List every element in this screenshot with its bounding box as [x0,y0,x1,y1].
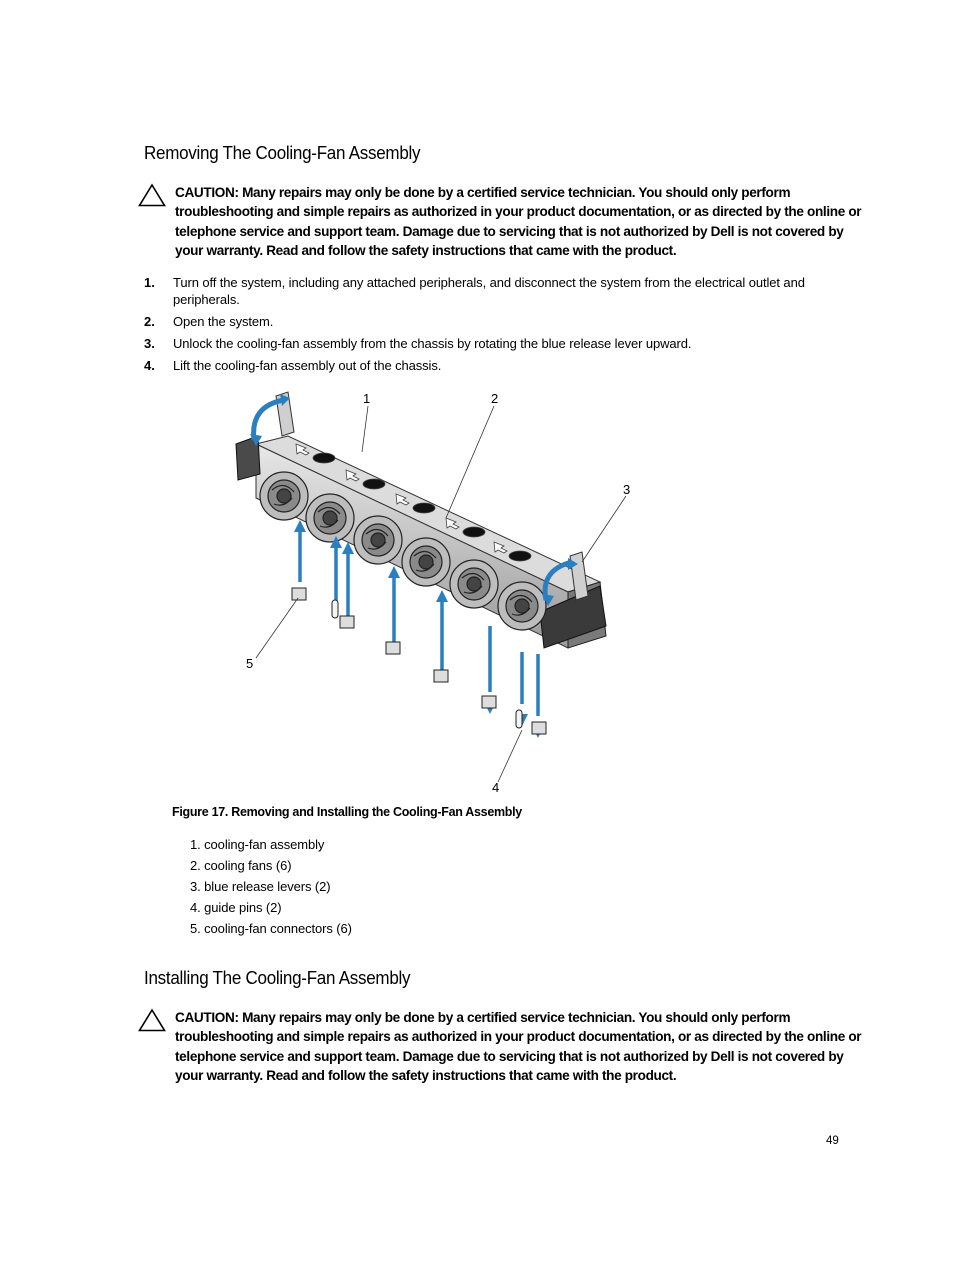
legend-item: 1. cooling-fan assembly [190,837,325,852]
caution-text: CAUTION: Many repairs may only be done by a certified service technician. You should only perform troubleshooting and simple repairs as authorized in your product documentation, or as directed by the online or telephone service and support team. Damage due to servicing that is not authorized by Dell is not covered by your warranty. Read and follow the safety instructions that came with the product. [175,1010,862,1083]
legend-item: 3. blue release levers (2) [190,879,331,894]
step-text: Open the system. [173,314,274,329]
figure-legend [190,834,352,939]
fan-unit [498,582,546,630]
callout-label: 4 [492,780,500,795]
section-title-removing: Removing The Cooling-Fan Assembly [144,142,421,163]
callout-label: 2 [491,391,499,406]
step-number: 3. [144,336,155,351]
callout-label: 5 [246,656,254,671]
figure-caption: Figure 17. Removing and Installing the Cooling-Fan Assembly [172,805,522,819]
fan-unit [450,560,498,608]
legend-item: 5. cooling-fan connectors (6) [190,921,352,936]
removal-steps [144,274,834,379]
callout-label: 1 [363,391,371,406]
step-number: 2. [144,314,155,329]
page-number: 49 [826,1135,839,1147]
fan-unit [306,494,354,542]
step-text: Turn off the system, including any attached peripherals, and disconnect the system from the electrical outlet and peripherals. [173,275,805,307]
caution-triangle-icon [138,1008,166,1032]
legend-item: 4. guide pins (2) [190,900,282,915]
caution-triangle-icon [138,183,166,207]
step-number: 4. [144,358,155,373]
step-item [144,313,834,330]
legend-item: 2. cooling fans (6) [190,858,292,873]
step-item [144,274,834,308]
callout-label: 3 [623,482,631,497]
step-item [144,335,834,352]
step-number: 1. [144,275,155,290]
fan-unit [354,516,402,564]
fan-unit [260,472,308,520]
step-item [144,357,834,374]
step-text: Lift the cooling-fan assembly out of the chassis. [173,358,442,373]
caution-text: CAUTION: Many repairs may only be done by a certified service technician. You should only perform troubleshooting and simple repairs as authorized in your product documentation, or as directed by the online or telephone service and support team. Damage due to servicing that is not authorized by Dell is not covered by your warranty. Read and follow the safety instructions that came with the product. [175,185,862,258]
cooling-fan-assembly-illustration [228,386,648,796]
section-title-installing: Installing The Cooling-Fan Assembly [144,967,411,988]
step-text: Unlock the cooling-fan assembly from the chassis by rotating the blue release lever upward. [173,336,692,351]
fan-unit [402,538,450,586]
